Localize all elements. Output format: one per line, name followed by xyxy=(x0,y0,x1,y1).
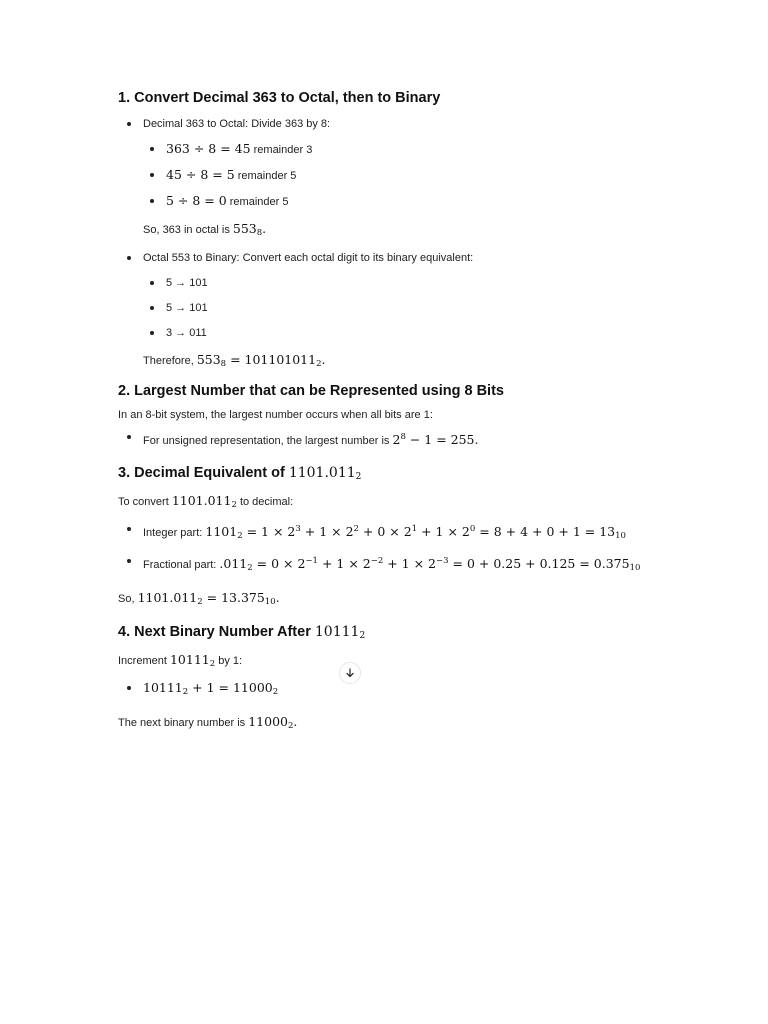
section-4-result xyxy=(118,714,718,734)
math-base: 2 xyxy=(288,721,294,731)
math-base: 2 xyxy=(272,687,279,697)
result-text: So, xyxy=(118,593,138,605)
digit-conversion: 3 → 011 xyxy=(166,327,207,339)
increment-formula xyxy=(143,680,278,695)
heading-math xyxy=(289,465,362,481)
section-2-list xyxy=(118,429,718,449)
list-item xyxy=(118,521,718,544)
result-text: The next binary number is xyxy=(118,717,249,729)
section-1-heading: 1. Convert Decimal 363 to Octal, then to Binary xyxy=(118,90,441,106)
fractional-part-label: Fractional part: xyxy=(143,559,220,571)
list-item xyxy=(118,116,718,132)
math-value: = 101101011 xyxy=(226,352,317,367)
largest-number-formula: $2^8 - 1 = 255$. xyxy=(392,432,479,447)
math-base: 10 xyxy=(264,597,276,607)
division-step: 45 ÷ 8 = 5 xyxy=(166,167,235,182)
math-base: 2 xyxy=(231,500,237,510)
intro-text: to decimal: xyxy=(236,496,294,508)
digit-conversion: 5 → 101 xyxy=(166,302,208,314)
section-4-list xyxy=(118,680,718,700)
largest-number-text: For unsigned representation, the largest number is xyxy=(143,435,393,447)
list-item xyxy=(118,300,718,316)
remainder-text: remainder 5 xyxy=(226,196,289,208)
octal-result-value: $553_8$. xyxy=(232,221,267,238)
math-base: 2 xyxy=(209,659,216,669)
digit-conversion: 5 → 101 xyxy=(166,277,208,289)
scroll-down-button[interactable] xyxy=(339,662,361,684)
math-value: 11000 xyxy=(248,714,288,729)
math-value: 1101.011 xyxy=(171,493,232,508)
section-2-intro: In an 8-bit system, the largest number occurs when all bits are 1: xyxy=(118,409,433,421)
math-base: 8 xyxy=(220,359,227,369)
division-steps xyxy=(118,141,718,210)
list-item xyxy=(118,141,718,158)
section-2-heading: 2. Largest Number that can be Represented using 8 Bits xyxy=(118,383,504,399)
intro-text: Increment xyxy=(118,655,170,667)
binary-result xyxy=(118,352,718,372)
section-3-result xyxy=(118,590,718,610)
integer-part-formula: $1101_2 = 1 \times 2^3 + 1 \times 2^2 + 0 \times 2^1 + 1 \times 2^0 = 8 + 4 + 0 + 1 = 13_{10}$ xyxy=(205,524,626,541)
math-value: 1101.011 xyxy=(288,465,356,481)
math-value: 553 xyxy=(196,352,221,367)
section-3-intro xyxy=(118,493,718,513)
fractional-part-formula: $.011_2 = 0 \times 2^{-1} + 1 \times 2^{-2} + 1 \times 2^{-3} = 0 + 0.25 + 0.125 = 0.375_{10}$ xyxy=(219,556,641,573)
octal-value: 553 xyxy=(232,221,257,236)
octal-conversion-label: Decimal 363 to Octal: Divide 363 by 8: xyxy=(143,118,331,130)
math-base: 2 xyxy=(316,359,322,369)
binary-conversion-label: Octal 553 to Binary: Convert each octal digit to its binary equivalent: xyxy=(143,252,474,264)
math-exponent: 8 xyxy=(400,432,406,442)
octal-result xyxy=(118,221,718,241)
intro-text: by 1: xyxy=(215,655,243,667)
digit-conversions xyxy=(118,275,718,341)
integer-part-label: Integer part: xyxy=(143,527,206,539)
section-1-list xyxy=(118,116,718,132)
intro-math xyxy=(170,652,215,667)
section-3-heading xyxy=(118,463,718,487)
list-item xyxy=(118,250,718,266)
list-item xyxy=(118,275,718,291)
list-item xyxy=(118,325,718,341)
remainder-text: remainder 5 xyxy=(234,170,297,182)
math-value: 10111 xyxy=(169,652,210,667)
document xyxy=(118,88,718,734)
octal-result-text: So, 363 in octal is xyxy=(143,224,233,236)
division-step: 363 ÷ 8 = 45 xyxy=(166,141,251,156)
math-base: 2 xyxy=(359,631,366,641)
list-item xyxy=(118,553,718,576)
math-value: 1101.011 xyxy=(137,590,198,605)
intro-math xyxy=(172,493,237,508)
list-item xyxy=(118,193,718,210)
intro-text: To convert xyxy=(118,496,172,508)
result-math: $11000_2$. xyxy=(248,714,298,731)
math-value: 10111 xyxy=(314,624,360,640)
section-3-list xyxy=(118,521,718,576)
division-step: 5 ÷ 8 = 0 xyxy=(166,193,227,208)
math-value: 2 xyxy=(392,432,401,447)
math-base: 2 xyxy=(355,472,362,482)
math-value: − 1 = 255 xyxy=(405,432,475,447)
math-base: 2 xyxy=(197,597,203,607)
octal-base: 8 xyxy=(256,228,263,238)
list-item xyxy=(118,680,718,700)
result-math: $1101.011_2 = 13.375_{10}$. xyxy=(137,590,280,607)
list-item xyxy=(118,429,718,449)
section-4-intro xyxy=(118,652,718,672)
math-value: = 13.375 xyxy=(202,590,265,605)
math-base: 2 xyxy=(182,687,189,697)
arrow-down-icon xyxy=(345,668,355,678)
math-value: 10111 xyxy=(143,680,183,695)
list-item xyxy=(118,167,718,184)
math-value: + 1 = 11000 xyxy=(188,680,273,695)
remainder-text: remainder 3 xyxy=(250,144,313,156)
heading-text: 3. Decimal Equivalent of xyxy=(118,465,289,481)
binary-result-text: Therefore, xyxy=(143,355,197,367)
binary-result-value: $553_8 = 101101011_2$. xyxy=(196,352,326,369)
heading-text: 4. Next Binary Number After xyxy=(118,624,315,640)
heading-math xyxy=(315,624,365,640)
section-1-list-2 xyxy=(118,250,718,266)
section-4-heading xyxy=(118,622,718,646)
